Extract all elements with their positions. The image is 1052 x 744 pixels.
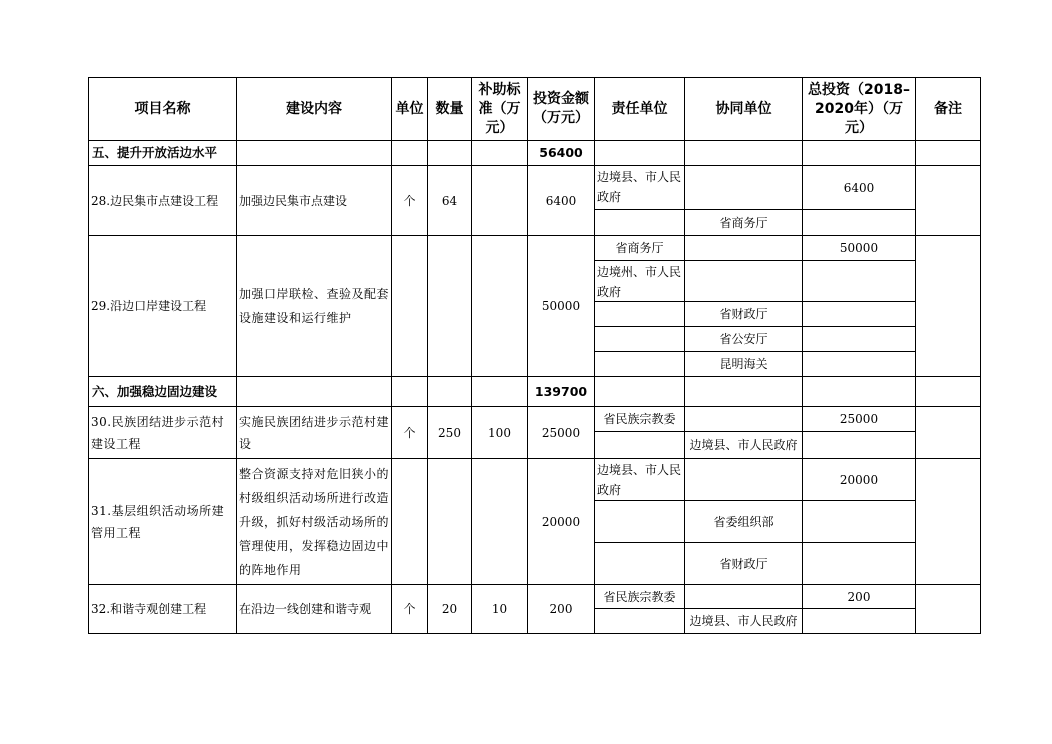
row-31-qty [428,459,472,585]
row-31-content: 整合资源支持对危旧狭小的村级组织活动场所进行改造升级，抓好村级活动场所的管理使用，发挥稳边固边中的阵地作用 [237,459,392,585]
row-31-subsidy [472,459,528,585]
row-28-subsidy [472,166,528,236]
row-29-total-3 [803,302,916,327]
row-28-content: 加强边民集市点建设 [237,166,392,236]
section-6-blank [392,377,428,407]
row-29-total-4 [803,327,916,352]
row-32-remark [916,585,981,634]
row-30-remark [916,407,981,459]
row-32-subsidy: 10 [472,585,528,634]
header-total: 总投资（2018–2020年）（万元） [803,78,916,141]
row-29-remark [916,236,981,377]
row-29-coop-5: 昆明海关 [685,352,803,377]
row-31-remark [916,459,981,585]
row-29-unit [392,236,428,377]
section-5-blank [685,141,803,166]
row-31-total-1: 20000 [803,459,916,501]
row-29-coop-3: 省财政厅 [685,302,803,327]
row-28-resp-2 [595,210,685,236]
header-content: 建设内容 [237,78,392,141]
row-31-invest: 20000 [528,459,595,585]
row-31-project: 31.基层组织活动场所建管用工程 [89,459,237,585]
row-29-qty [428,236,472,377]
row-31-coop-3: 省财政厅 [685,543,803,585]
section-6-blank [428,377,472,407]
header-unit: 单位 [392,78,428,141]
section-6-blank [237,377,392,407]
header-project: 项目名称 [89,78,237,141]
header-qty: 数量 [428,78,472,141]
row-29-total-2 [803,261,916,302]
row-30-resp-2 [595,432,685,459]
section-6-amount: 139700 [528,377,595,407]
header-subsidy: 补助标准（万元） [472,78,528,141]
row-30-subsidy: 100 [472,407,528,459]
section-5-blank [803,141,916,166]
row-31-total-2 [803,501,916,543]
row-31-total-3 [803,543,916,585]
row-30-total-1: 25000 [803,407,916,432]
row-30-total-2 [803,432,916,459]
row-29-subsidy [472,236,528,377]
row-31-coop-1 [685,459,803,501]
row-28-remark [916,166,981,236]
row-30-resp-1: 省民族宗教委 [595,407,685,432]
row-29-content: 加强口岸联检、查验及配套设施建设和运行维护 [237,236,392,377]
section-6-title: 六、加强稳边固边建设 [89,377,237,407]
row-29-coop-1 [685,236,803,261]
section-6-blank [595,377,685,407]
section-5-blank [428,141,472,166]
row-31-resp-1: 边境县、市人民政府 [595,459,685,501]
row-29-total-5 [803,352,916,377]
row-32-resp-1: 省民族宗教委 [595,585,685,609]
row-29-resp-1: 省商务厅 [595,236,685,261]
row-28-invest: 6400 [528,166,595,236]
row-31-unit [392,459,428,585]
section-5-blank [916,141,981,166]
row-32-total-1: 200 [803,585,916,609]
project-table [88,77,981,634]
row-30-unit: 个 [392,407,428,459]
row-29-coop-4: 省公安厅 [685,327,803,352]
row-32-project: 32.和谐寺观创建工程 [89,585,237,634]
row-29-resp-2: 边境州、市人民政府 [595,261,685,302]
row-32-invest: 200 [528,585,595,634]
row-32-unit: 个 [392,585,428,634]
row-32-coop-1 [685,585,803,609]
row-28-project: 28.边民集市点建设工程 [89,166,237,236]
row-30-content: 实施民族团结进步示范村建设 [237,407,392,459]
section-5-blank [595,141,685,166]
section-5-blank [237,141,392,166]
row-29-project: 29.沿边口岸建设工程 [89,236,237,377]
row-29-resp-3 [595,302,685,327]
row-28-qty: 64 [428,166,472,236]
row-29-resp-4 [595,327,685,352]
header-coop: 协同单位 [685,78,803,141]
row-30-project: 30.民族团结进步示范村建设工程 [89,407,237,459]
section-5-blank [392,141,428,166]
row-32-qty: 20 [428,585,472,634]
section-5-amount: 56400 [528,141,595,166]
row-31-resp-3 [595,543,685,585]
section-6-blank [916,377,981,407]
row-28-total-2 [803,210,916,236]
row-30-invest: 25000 [528,407,595,459]
row-30-qty: 250 [428,407,472,459]
row-28-total-1: 6400 [803,166,916,210]
section-5-title: 五、提升开放活边水平 [89,141,237,166]
section-6-blank [472,377,528,407]
row-32-coop-2: 边境县、市人民政府 [685,609,803,634]
row-29-invest: 50000 [528,236,595,377]
row-28-unit: 个 [392,166,428,236]
row-32-total-2 [803,609,916,634]
header-invest: 投资金额（万元） [528,78,595,141]
row-29-resp-5 [595,352,685,377]
row-30-coop-2: 边境县、市人民政府 [685,432,803,459]
row-31-coop-2: 省委组织部 [685,501,803,543]
row-28-resp-1: 边境县、市人民政府 [595,166,685,210]
header-resp: 责任单位 [595,78,685,141]
row-31-resp-2 [595,501,685,543]
section-5-blank [472,141,528,166]
section-6-blank [685,377,803,407]
row-28-coop-1 [685,166,803,210]
section-6-blank [803,377,916,407]
row-28-coop-2: 省商务厅 [685,210,803,236]
row-29-total-1: 50000 [803,236,916,261]
row-32-resp-2 [595,609,685,634]
row-32-content: 在沿边一线创建和谐寺观 [237,585,392,634]
header-remark: 备注 [916,78,981,141]
row-29-coop-2 [685,261,803,302]
row-30-coop-1 [685,407,803,432]
